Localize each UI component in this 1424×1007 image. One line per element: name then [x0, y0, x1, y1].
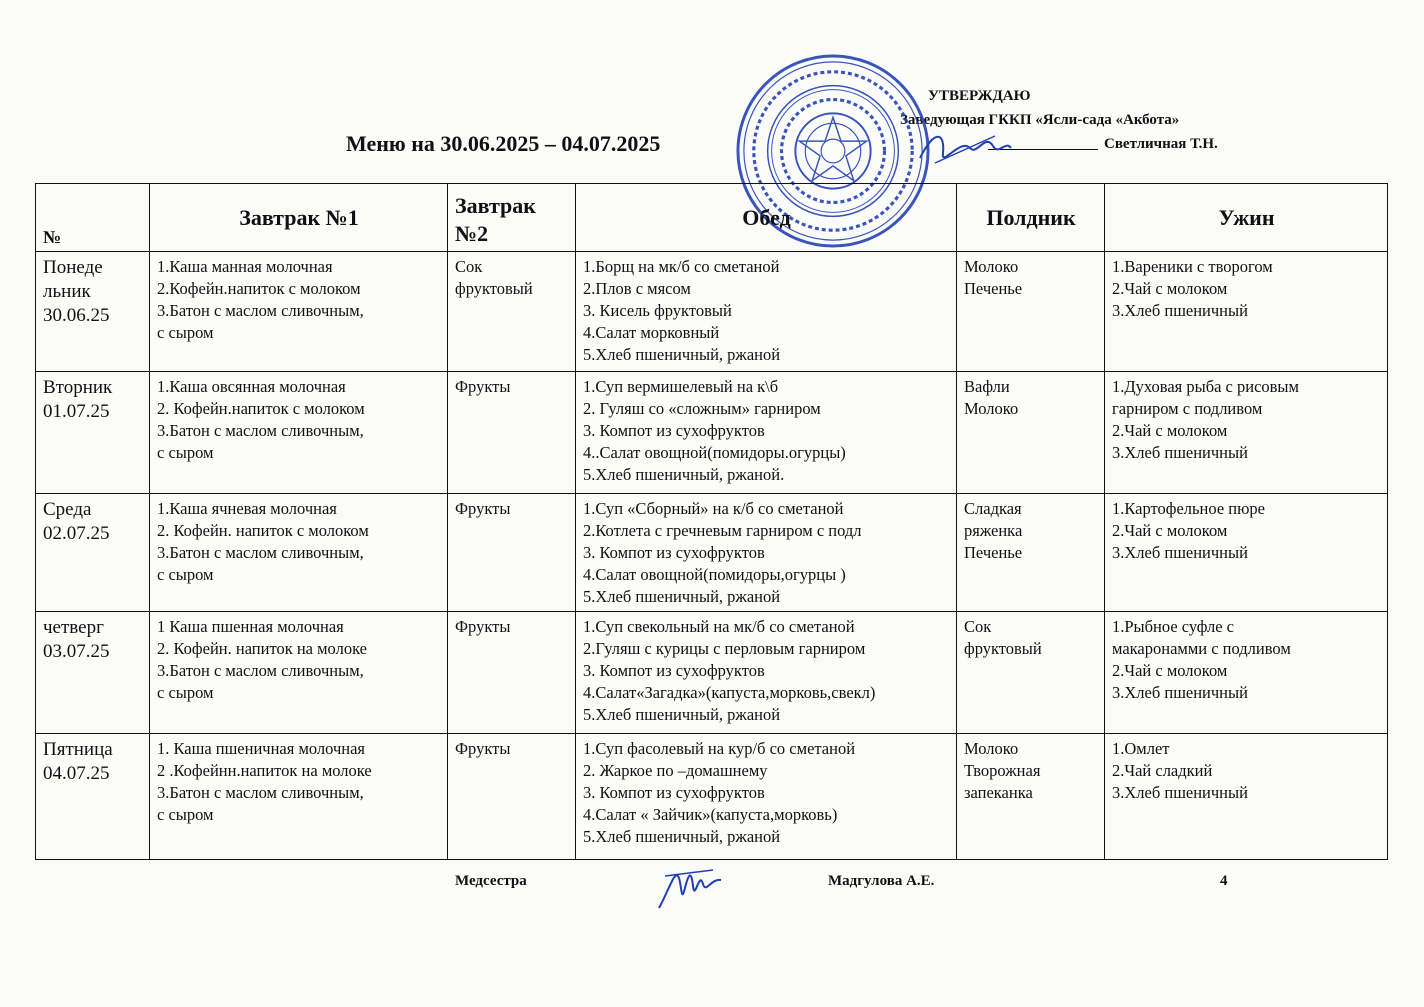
footer-name: Мадгулова А.Е.: [828, 873, 935, 889]
menu-line: 1.Каша манная молочная: [157, 257, 333, 276]
menu-line: 1 Каша пшенная молочная: [157, 617, 344, 636]
menu-line: Вафли: [964, 377, 1010, 396]
menu-line: Фрукты: [455, 377, 511, 396]
dinner-cell: [1105, 372, 1388, 494]
header-snack: Полдник: [957, 184, 1105, 252]
menu-line: 2.Плов с мясом: [583, 279, 691, 298]
menu-line: 2.Чай с молоком: [1112, 421, 1228, 440]
menu-line: 1.Духовая рыба с рисовым: [1112, 377, 1299, 396]
menu-line: 3.Хлеб пшеничный: [1112, 683, 1248, 702]
director-signature: [915, 118, 1015, 178]
menu-line: 03.07.25: [43, 641, 110, 662]
lunch-cell: [576, 612, 957, 734]
snack-cell: [957, 612, 1105, 734]
menu-line: 1. Каша пшеничная молочная: [157, 739, 366, 758]
table-row: [36, 372, 1388, 494]
lunch-cell: [576, 372, 957, 494]
menu-line: гарниром с подливом: [1112, 399, 1263, 418]
menu-line: 02.07.25: [43, 523, 110, 544]
menu-line: 1.Вареники с творогом: [1112, 257, 1273, 276]
menu-line: Фрукты: [455, 499, 511, 518]
breakfast-1-cell: [150, 734, 448, 860]
menu-line: Печенье: [964, 543, 1023, 562]
menu-line: с сыром: [157, 443, 214, 462]
menu-line: Печенье: [964, 279, 1023, 298]
menu-line: 01.07.25: [43, 401, 110, 422]
menu-line: 3. Кисель фруктовый: [583, 301, 732, 320]
header-lunch: Обед: [576, 184, 957, 252]
footer-role: Медсестра: [455, 873, 527, 889]
page-number: 4: [1220, 873, 1228, 889]
snack-cell: [957, 252, 1105, 372]
menu-line: Понеде: [43, 257, 103, 278]
menu-line: 1.Картофельное пюре: [1112, 499, 1265, 518]
menu-line: 3.Батон с маслом сливочным,: [157, 301, 364, 320]
menu-line: фруктовый: [455, 279, 533, 298]
table-row: [36, 734, 1388, 860]
menu-line: 3. Компот из сухофруктов: [583, 421, 765, 440]
menu-line: 3. Компот из сухофруктов: [583, 543, 765, 562]
menu-line: 5.Хлеб пшеничный, ржаной.: [583, 465, 785, 484]
menu-line: 5.Хлеб пшеничный, ржаной: [583, 827, 781, 846]
dinner-cell: [1105, 734, 1388, 860]
menu-line: 2.Чай с молоком: [1112, 279, 1228, 298]
menu-line: четверг: [43, 617, 104, 638]
menu-line: 4.Салат«Загадка»(капуста,морковь,свекл): [583, 683, 876, 702]
menu-line: 2.Чай с молоком: [1112, 661, 1228, 680]
snack-cell: [957, 734, 1105, 860]
menu-line: 1.Суп вермишелевый на к\б: [583, 377, 779, 396]
menu-line: Среда: [43, 499, 92, 520]
day-cell: [36, 494, 150, 612]
menu-line: с сыром: [157, 683, 214, 702]
breakfast-1-cell: [150, 612, 448, 734]
menu-line: 3.Хлеб пшеничный: [1112, 301, 1248, 320]
day-cell: [36, 372, 150, 494]
menu-line: 3.Батон с маслом сливочным,: [157, 421, 364, 440]
menu-line: 2.Котлета с гречневым гарниром с подл: [583, 521, 862, 540]
menu-line: 3.Батон с маслом сливочным,: [157, 783, 364, 802]
header-dinner: Ужин: [1105, 184, 1388, 252]
menu-line: Молоко: [964, 257, 1019, 276]
menu-line: 3.Хлеб пшеничный: [1112, 443, 1248, 462]
table-row: [36, 494, 1388, 612]
menu-line: Вторник: [43, 377, 113, 398]
menu-line: 4.Салат морковный: [583, 323, 720, 342]
menu-line: 3. Компот из сухофруктов: [583, 783, 765, 802]
menu-line: Фрукты: [455, 617, 511, 636]
menu-line: 3.Батон с маслом сливочным,: [157, 661, 364, 680]
dinner-cell: [1105, 494, 1388, 612]
menu-line: 3.Батон с маслом сливочным,: [157, 543, 364, 562]
menu-line: с сыром: [157, 805, 214, 824]
breakfast-2-cell: [448, 734, 576, 860]
breakfast-1-cell: [150, 494, 448, 612]
menu-line: 1.Каша ячневая молочная: [157, 499, 337, 518]
menu-line: Сок: [455, 257, 483, 276]
day-cell: [36, 252, 150, 372]
breakfast-2-cell: [448, 252, 576, 372]
menu-line: 1.Суп фасолевый на кур/б со сметаной: [583, 739, 856, 758]
menu-line: Молоко: [964, 739, 1019, 758]
approval-word: УТВЕРЖДАЮ: [928, 88, 1031, 104]
menu-line: 30.06.25: [43, 305, 110, 326]
dinner-cell: [1105, 612, 1388, 734]
table-row: [36, 612, 1388, 734]
menu-line: 2. Жаркое по –домашнему: [583, 761, 768, 780]
menu-line: 1.Суп свекольный на мк/б со сметаной: [583, 617, 855, 636]
menu-line: Творожная: [964, 761, 1041, 780]
menu-line: 1.Суп «Сборный» на к/б со сметаной: [583, 499, 844, 518]
menu-line: с сыром: [157, 323, 214, 342]
menu-line: запеканка: [964, 783, 1033, 802]
header-breakfast-1: Завтрак №1: [150, 184, 448, 252]
snack-cell: [957, 372, 1105, 494]
menu-line: 1.Борщ на мк/б со сметаной: [583, 257, 780, 276]
header-breakfast-2: Завтрак №2: [448, 184, 576, 252]
breakfast-1-cell: [150, 252, 448, 372]
menu-line: 5.Хлеб пшеничный, ржаной: [583, 705, 781, 724]
menu-line: льник: [43, 281, 91, 302]
lunch-cell: [576, 494, 957, 612]
menu-line: Пятница: [43, 739, 113, 760]
menu-line: 5.Хлеб пшеничный, ржаной: [583, 587, 781, 606]
menu-line: 2 .Кофейнн.напиток на молоке: [157, 761, 372, 780]
menu-line: Сладкая: [964, 499, 1022, 518]
menu-line: 2.Гуляш с курицы с перловым гарниром: [583, 639, 866, 658]
menu-line: 3. Компот из сухофруктов: [583, 661, 765, 680]
menu-line: 1.Рыбное суфле с: [1112, 617, 1234, 636]
menu-line: 4..Салат овощной(помидоры.огурцы): [583, 443, 846, 462]
snack-cell: [957, 494, 1105, 612]
menu-line: 4.Салат овощной(помидоры,огурцы ): [583, 565, 846, 584]
approval-name: Светличная Т.Н.: [1104, 136, 1218, 152]
nurse-signature: [655, 858, 725, 916]
day-cell: [36, 612, 150, 734]
menu-table: [35, 183, 1388, 860]
menu-line: Фрукты: [455, 739, 511, 758]
menu-line: Сок: [964, 617, 992, 636]
breakfast-2-cell: [448, 494, 576, 612]
menu-line: 3.Хлеб пшеничный: [1112, 783, 1248, 802]
day-cell: [36, 734, 150, 860]
menu-line: 1.Каша овсянная молочная: [157, 377, 346, 396]
menu-line: макаронамми с подливом: [1112, 639, 1291, 658]
menu-line: фруктовый: [964, 639, 1042, 658]
menu-line: 1.Омлет: [1112, 739, 1170, 758]
menu-line: Молоко: [964, 399, 1019, 418]
menu-line: 3.Хлеб пшеничный: [1112, 543, 1248, 562]
table-row: [36, 252, 1388, 372]
menu-line: 2.Кофейн.напиток с молоком: [157, 279, 361, 298]
menu-line: 2. Кофейн. напиток на молоке: [157, 639, 368, 658]
menu-line: 2.Чай сладкий: [1112, 761, 1213, 780]
breakfast-2-cell: [448, 612, 576, 734]
menu-line: 2. Кофейн.напиток с молоком: [157, 399, 365, 418]
breakfast-2-cell: [448, 372, 576, 494]
menu-line: ряженка: [964, 521, 1023, 540]
menu-line: с сыром: [157, 565, 214, 584]
menu-line: 2.Чай с молоком: [1112, 521, 1228, 540]
lunch-cell: [576, 734, 957, 860]
page-title: Меню на 30.06.2025 – 04.07.2025: [346, 131, 661, 156]
menu-line: 2. Кофейн. напиток с молоком: [157, 521, 369, 540]
menu-line: 2. Гуляш со «сложным» гарниром: [583, 399, 821, 418]
breakfast-1-cell: [150, 372, 448, 494]
header-number: №: [36, 184, 150, 252]
lunch-cell: [576, 252, 957, 372]
dinner-cell: [1105, 252, 1388, 372]
menu-line: 4.Салат « Зайчик»(капуста,морковь): [583, 805, 838, 824]
menu-line: 5.Хлеб пшеничный, ржаной: [583, 345, 781, 364]
header-row: [36, 184, 1388, 252]
approval-position: Заведующая ГККП «Ясли-сада «Акбота»: [900, 112, 1180, 128]
menu-line: 04.07.25: [43, 763, 110, 784]
